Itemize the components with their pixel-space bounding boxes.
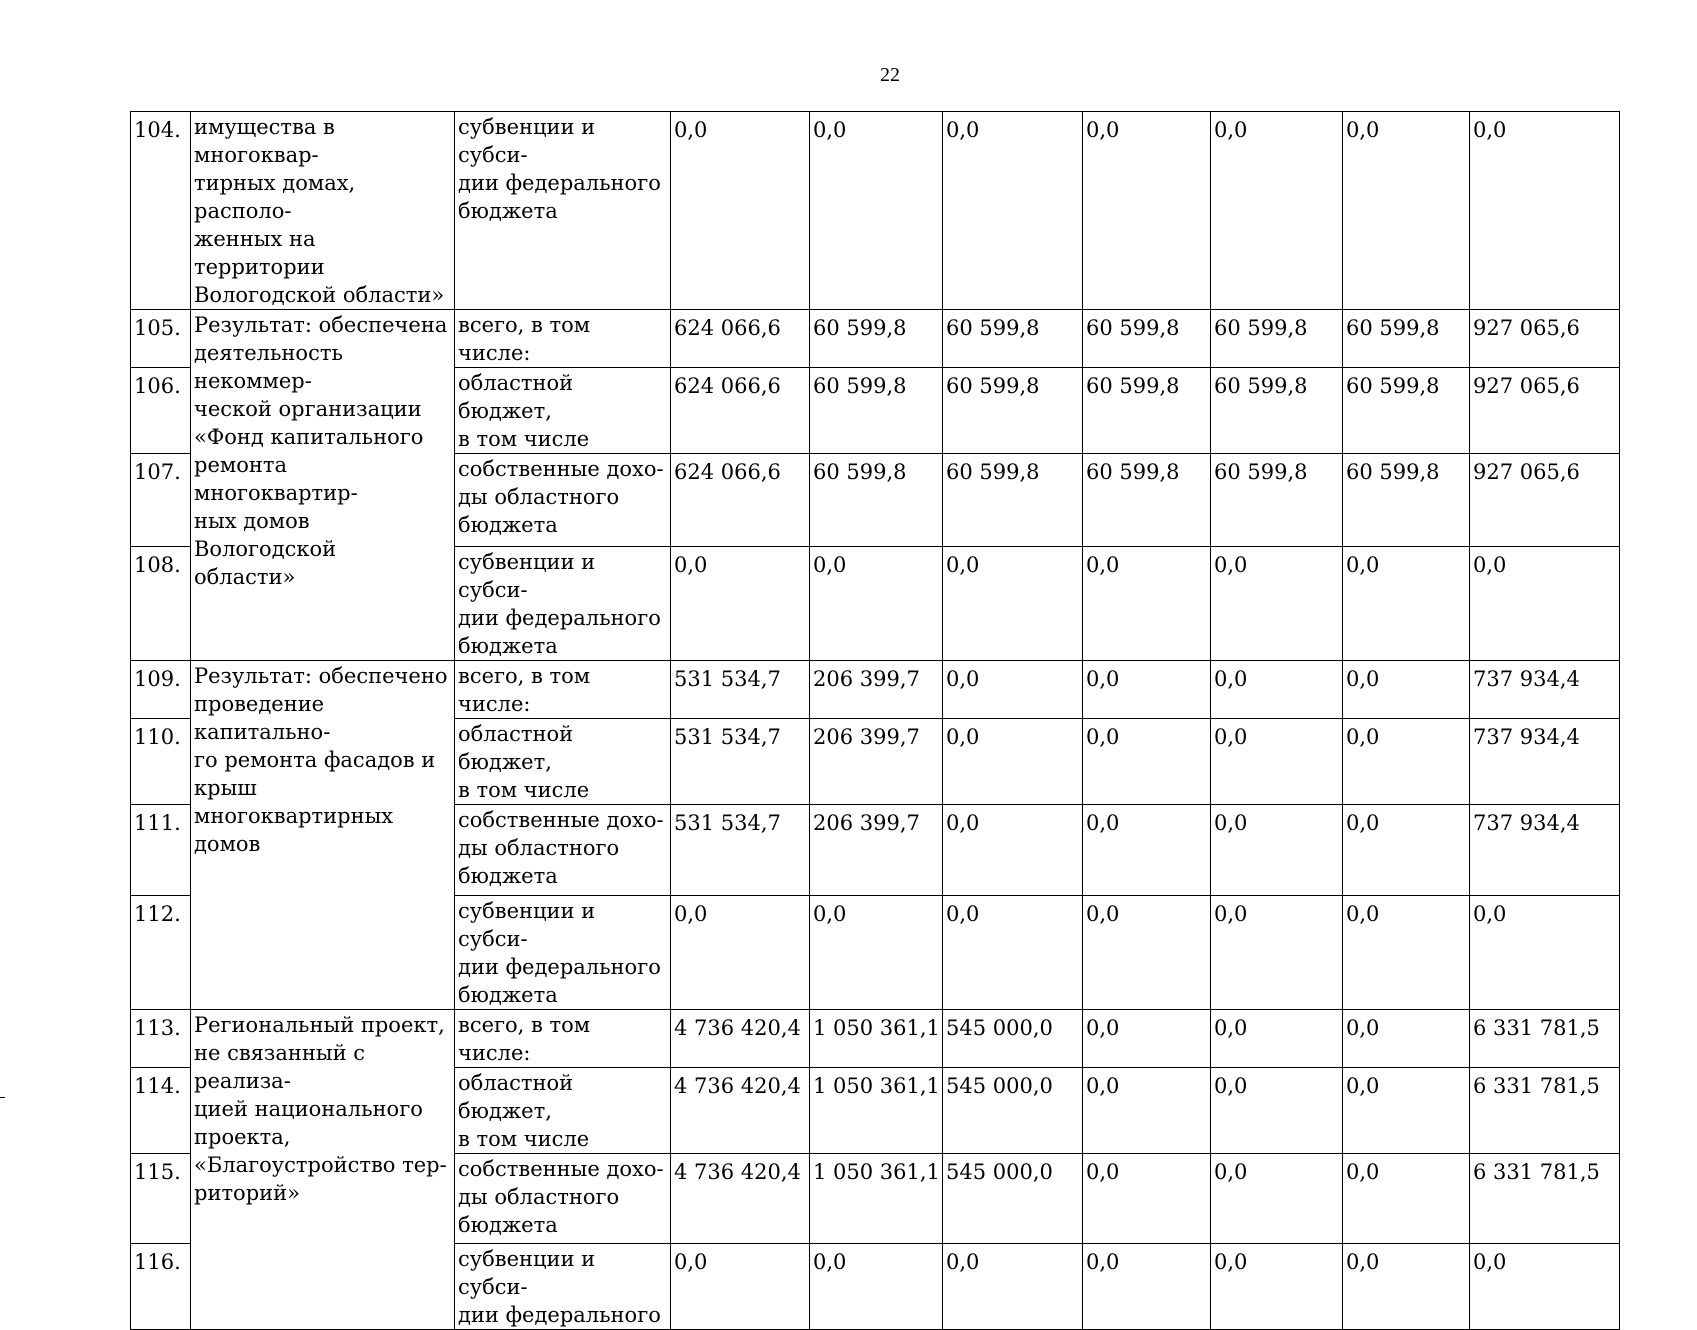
total-value: 0,0 xyxy=(1470,547,1620,661)
year-value: 0,0 xyxy=(1211,1068,1343,1154)
year-value: 4 736 420,4 xyxy=(671,1068,810,1154)
year-value: 60 599,8 xyxy=(1211,310,1343,368)
table-row xyxy=(131,1010,1620,1068)
year-value: 60 599,8 xyxy=(810,310,943,368)
year-value: 0,0 xyxy=(1211,1154,1343,1244)
year-value: 0,0 xyxy=(810,547,943,661)
funding-source: собственные дохо- ды областного бюджета xyxy=(455,454,671,547)
funding-source: субвенции и субси- дии федерального бюджета xyxy=(455,112,671,310)
year-value: 545 000,0 xyxy=(943,1154,1083,1244)
funding-source: областной бюджет, в том числе xyxy=(455,368,671,454)
row-number: 108. xyxy=(131,547,191,661)
result-description: Результат: обеспечена деятельность некоммер- ческой организации «Фонд капитального ремонта многоквартир- ных домов Вологодской области» xyxy=(191,310,455,661)
funding-source: областной бюджет, в том числе xyxy=(455,1068,671,1154)
result-description: Региональный проект, не связанный с реализа- цией национального проекта, «Благоустройство тер- риторий» xyxy=(191,1010,455,1330)
year-value: 545 000,0 xyxy=(943,1068,1083,1154)
year-value: 0,0 xyxy=(1083,661,1211,719)
year-value: 0,0 xyxy=(671,896,810,1010)
scan-edge-mark xyxy=(0,1097,5,1098)
funding-source: областной бюджет, в том числе xyxy=(455,719,671,805)
total-value: 737 934,4 xyxy=(1470,661,1620,719)
year-value: 0,0 xyxy=(810,1244,943,1330)
year-value: 0,0 xyxy=(943,112,1083,310)
table-row xyxy=(131,112,1620,310)
year-value: 60 599,8 xyxy=(1343,454,1470,547)
budget-table xyxy=(130,111,1620,1330)
year-value: 0,0 xyxy=(810,112,943,310)
year-value: 0,0 xyxy=(943,719,1083,805)
year-value: 0,0 xyxy=(1343,1154,1470,1244)
row-number: 105. xyxy=(131,310,191,368)
year-value: 0,0 xyxy=(1343,661,1470,719)
table-row xyxy=(131,310,1620,368)
total-value: 6 331 781,5 xyxy=(1470,1068,1620,1154)
funding-source: субвенции и субси- дии федерального бюджета xyxy=(455,547,671,661)
year-value: 0,0 xyxy=(1211,896,1343,1010)
total-value: 737 934,4 xyxy=(1470,719,1620,805)
year-value: 4 736 420,4 xyxy=(671,1010,810,1068)
year-value: 0,0 xyxy=(943,547,1083,661)
year-value: 624 066,6 xyxy=(671,454,810,547)
year-value: 0,0 xyxy=(1211,112,1343,310)
year-value: 206 399,7 xyxy=(810,719,943,805)
result-description: Результат: обеспечено проведение капитально- го ремонта фасадов и крыш многоквартирных домов xyxy=(191,661,455,1010)
year-value: 0,0 xyxy=(1083,1154,1211,1244)
funding-source: собственные дохо- ды областного бюджета xyxy=(455,1154,671,1244)
year-value: 60 599,8 xyxy=(943,454,1083,547)
year-value: 60 599,8 xyxy=(1083,454,1211,547)
year-value: 0,0 xyxy=(1083,1010,1211,1068)
funding-source: всего, в том числе: xyxy=(455,661,671,719)
row-number: 112. xyxy=(131,896,191,1010)
year-value: 0,0 xyxy=(943,1244,1083,1330)
year-value: 60 599,8 xyxy=(943,310,1083,368)
year-value: 0,0 xyxy=(1211,661,1343,719)
year-value: 0,0 xyxy=(1211,805,1343,896)
year-value: 60 599,8 xyxy=(1211,454,1343,547)
year-value: 0,0 xyxy=(1343,547,1470,661)
year-value: 1 050 361,1 xyxy=(810,1154,943,1244)
year-value: 1 050 361,1 xyxy=(810,1010,943,1068)
year-value: 60 599,8 xyxy=(810,454,943,547)
table-row xyxy=(131,661,1620,719)
year-value: 0,0 xyxy=(1083,1244,1211,1330)
year-value: 60 599,8 xyxy=(1343,310,1470,368)
funding-source: субвенции и субси- дии федерального бюджета xyxy=(455,896,671,1010)
row-number: 114. xyxy=(131,1068,191,1154)
year-value: 0,0 xyxy=(1343,1068,1470,1154)
row-number: 109. xyxy=(131,661,191,719)
year-value: 0,0 xyxy=(1343,1010,1470,1068)
year-value: 0,0 xyxy=(1083,1068,1211,1154)
row-number: 110. xyxy=(131,719,191,805)
funding-source: субвенции и субси- дии федерального xyxy=(455,1244,671,1330)
result-description: имущества в многоквар- тирных домах, располо- женных на территории Вологодской области» xyxy=(191,112,455,310)
total-value: 0,0 xyxy=(1470,896,1620,1010)
year-value: 0,0 xyxy=(1343,719,1470,805)
funding-source: всего, в том числе: xyxy=(455,1010,671,1068)
year-value: 4 736 420,4 xyxy=(671,1154,810,1244)
year-value: 545 000,0 xyxy=(943,1010,1083,1068)
year-value: 60 599,8 xyxy=(1083,368,1211,454)
year-value: 0,0 xyxy=(1343,1244,1470,1330)
year-value: 0,0 xyxy=(810,896,943,1010)
page-number: 22 xyxy=(880,64,900,86)
total-value: 0,0 xyxy=(1470,112,1620,310)
year-value: 206 399,7 xyxy=(810,661,943,719)
year-value: 60 599,8 xyxy=(943,368,1083,454)
funding-source: всего, в том числе: xyxy=(455,310,671,368)
total-value: 927 065,6 xyxy=(1470,310,1620,368)
year-value: 60 599,8 xyxy=(1343,368,1470,454)
total-value: 6 331 781,5 xyxy=(1470,1154,1620,1244)
row-number: 116. xyxy=(131,1244,191,1330)
year-value: 624 066,6 xyxy=(671,368,810,454)
year-value: 60 599,8 xyxy=(1083,310,1211,368)
year-value: 60 599,8 xyxy=(1211,368,1343,454)
year-value: 0,0 xyxy=(943,805,1083,896)
year-value: 0,0 xyxy=(671,1244,810,1330)
total-value: 0,0 xyxy=(1470,1244,1620,1330)
row-number: 115. xyxy=(131,1154,191,1244)
year-value: 0,0 xyxy=(671,547,810,661)
year-value: 0,0 xyxy=(1343,805,1470,896)
year-value: 0,0 xyxy=(943,896,1083,1010)
row-number: 107. xyxy=(131,454,191,547)
year-value: 531 534,7 xyxy=(671,719,810,805)
total-value: 927 065,6 xyxy=(1470,454,1620,547)
year-value: 0,0 xyxy=(1343,112,1470,310)
year-value: 0,0 xyxy=(671,112,810,310)
year-value: 0,0 xyxy=(1211,547,1343,661)
year-value: 0,0 xyxy=(1211,719,1343,805)
total-value: 927 065,6 xyxy=(1470,368,1620,454)
total-value: 737 934,4 xyxy=(1470,805,1620,896)
year-value: 0,0 xyxy=(1083,112,1211,310)
year-value: 0,0 xyxy=(1083,896,1211,1010)
year-value: 0,0 xyxy=(1083,547,1211,661)
year-value: 531 534,7 xyxy=(671,661,810,719)
row-number: 113. xyxy=(131,1010,191,1068)
row-number: 104. xyxy=(131,112,191,310)
funding-source: собственные дохо- ды областного бюджета xyxy=(455,805,671,896)
year-value: 0,0 xyxy=(943,661,1083,719)
year-value: 531 534,7 xyxy=(671,805,810,896)
year-value: 1 050 361,1 xyxy=(810,1068,943,1154)
total-value: 6 331 781,5 xyxy=(1470,1010,1620,1068)
row-number: 111. xyxy=(131,805,191,896)
year-value: 0,0 xyxy=(1343,896,1470,1010)
year-value: 0,0 xyxy=(1211,1010,1343,1068)
year-value: 624 066,6 xyxy=(671,310,810,368)
year-value: 0,0 xyxy=(1211,1244,1343,1330)
year-value: 0,0 xyxy=(1083,805,1211,896)
year-value: 206 399,7 xyxy=(810,805,943,896)
row-number: 106. xyxy=(131,368,191,454)
year-value: 0,0 xyxy=(1083,719,1211,805)
year-value: 60 599,8 xyxy=(810,368,943,454)
